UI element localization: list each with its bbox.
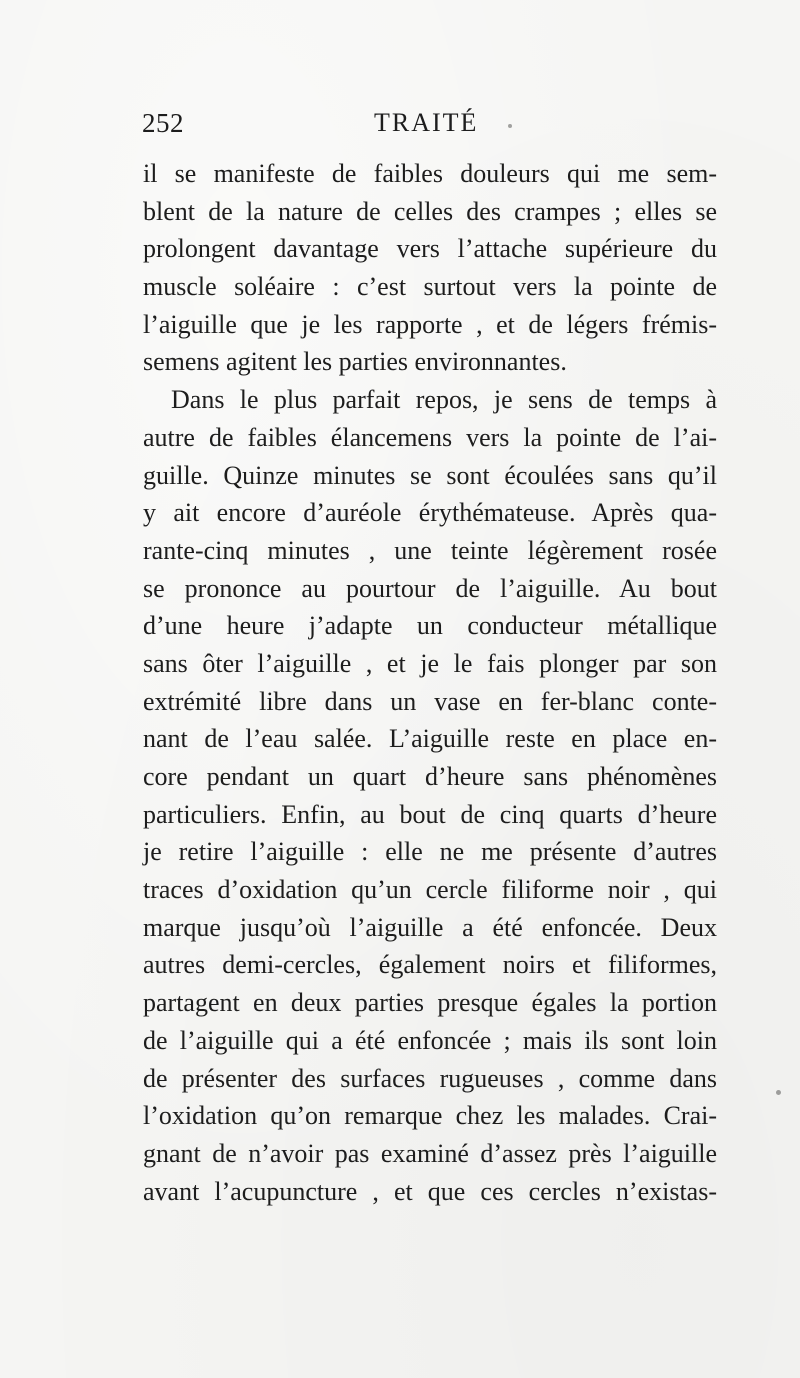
text-line: core pendant un quart d’heure sans phénomènes — [143, 762, 717, 791]
text-line: traces d’oxidation qu’un cercle filiforme noir , qui — [143, 875, 717, 905]
ink-speck — [776, 1090, 781, 1095]
text-line: de présenter des surfaces rugueuses , comme dans — [143, 1063, 717, 1093]
text-line: semens agitent les parties environnantes. — [143, 347, 567, 377]
text-line: rante-cinq minutes , une teinte légèrement rosée — [143, 535, 717, 565]
text-line: sans ôter l’aiguille , et je le fais plonger par son — [143, 648, 717, 678]
text-line: gnant de n’avoir pas examiné d’assez près l’aiguille — [143, 1138, 717, 1168]
page-number: 252 — [142, 108, 184, 138]
text-line: l’oxidation qu’on remarque chez les malades. Crai- — [143, 1101, 717, 1131]
text-line: partagent en deux parties presque égales la portion — [143, 988, 717, 1018]
text-line: nant de l’eau salée. L’aiguille reste en place en- — [143, 724, 717, 754]
text-line: guille. Quinze minutes se sont écoulées sans qu’il — [143, 460, 717, 490]
text-line: extrémité libre dans un vase en fer-blanc conte- — [143, 686, 717, 716]
text-line: de l’aiguille qui a été enfoncée ; mais ils sont loin — [143, 1025, 717, 1055]
text-line: prolongent davantage vers l’attache supérieure du — [143, 234, 717, 264]
text-line: il se manifeste de faibles douleurs qui me sem- — [143, 159, 717, 188]
text-line: particuliers. Enfin, au bout de cinq quarts d’heure — [143, 799, 717, 829]
text-line: blent de la nature de celles des crampes ; elles se — [143, 196, 717, 226]
text-line: se prononce au pourtour de l’aiguille. Au bout — [143, 573, 717, 603]
text-line: l’aiguille que je les rapporte , et de légers frémis- — [143, 309, 717, 339]
text-line: muscle soléaire : c’est surtout vers la pointe de — [143, 272, 717, 302]
paragraph-first-line: Dans le plus parfait repos, je sens de temps à — [171, 385, 717, 415]
text-line: autres demi-cercles, également noirs et filiformes, — [143, 950, 717, 980]
text-line: d’une heure j’adapte un conducteur métallique — [143, 611, 717, 641]
body-text — [143, 155, 717, 1210]
text-line: autre de faibles élancemens vers la pointe de l’ai- — [143, 422, 717, 452]
ink-speck — [508, 124, 512, 128]
running-head: TRAITÉ — [374, 108, 479, 137]
page-header — [142, 108, 716, 148]
text-line: je retire l’aiguille : elle ne me présente d’autres — [143, 837, 717, 867]
text-line: y ait encore d’auréole érythémateuse. Après qua- — [143, 498, 717, 528]
text-line: avant l’acupuncture , et que ces cercles n’existas- — [143, 1176, 717, 1206]
text-line: marque jusqu’où l’aiguille a été enfoncée. Deux — [143, 912, 717, 942]
